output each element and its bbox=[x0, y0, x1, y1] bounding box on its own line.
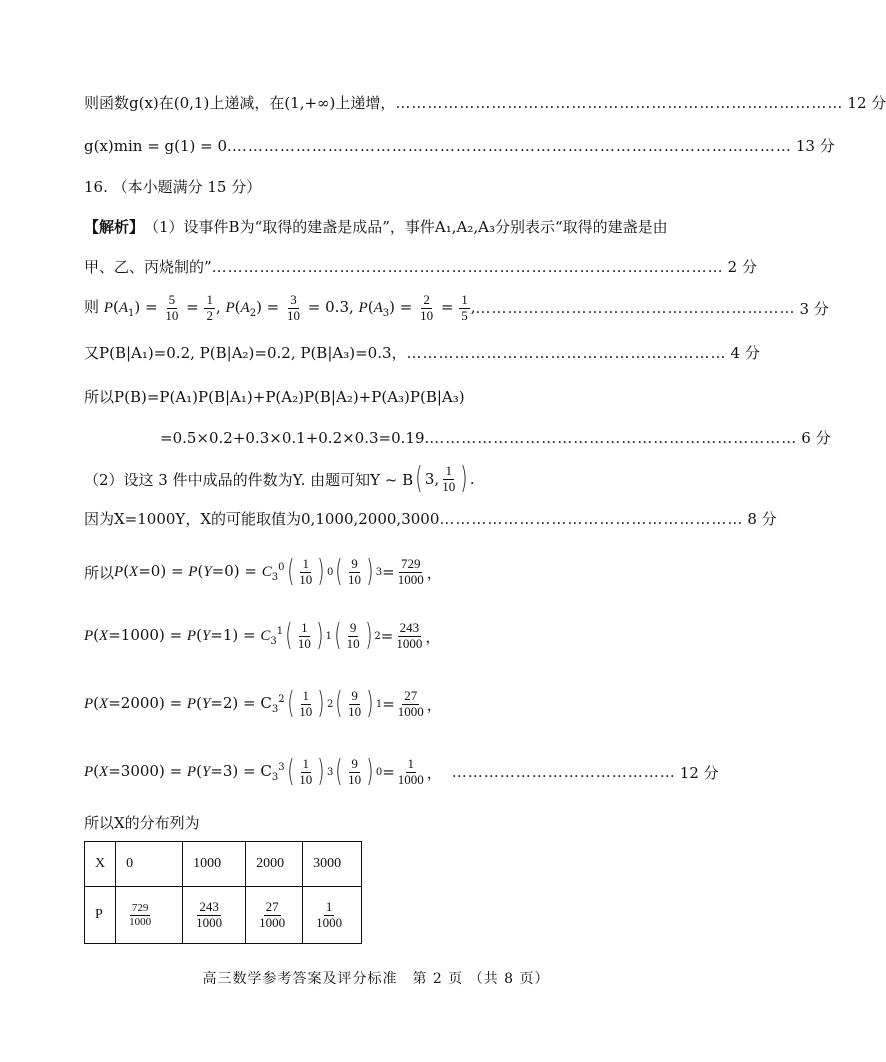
table-cell: $\frac{1}{1000}$ bbox=[303, 887, 362, 944]
page-footer: 高三数学参考答案及评分标准 第 2 页 （共 8 页） bbox=[202, 971, 550, 987]
score: 13 分 bbox=[795, 137, 835, 155]
leader-dots: ………………………………………………… bbox=[439, 509, 744, 528]
table-row bbox=[85, 887, 362, 944]
solution-label: 【解析】 bbox=[84, 218, 145, 236]
table-row bbox=[85, 842, 362, 887]
table-cell: $\frac{27}{1000}$ bbox=[246, 887, 303, 944]
line-distribution-intro: 所以X的分布列为 bbox=[84, 814, 200, 832]
leader-dots: …………………………………………………… bbox=[406, 343, 727, 362]
line-px3000: $P(X=3000) = P(Y=3) = C_3^3$ ( $\frac{1}{10}$ ) 3 ( $\frac{9}{10}$ ) 0 = $\frac{1}{1000}$ ， …………………………………… 12 分 bbox=[84, 754, 719, 789]
distribution-table bbox=[84, 841, 362, 944]
line-monotonic bbox=[84, 92, 886, 113]
table-cell: 3000 bbox=[303, 842, 362, 887]
question-header: 16. （本小题满分 15 分） bbox=[84, 178, 262, 196]
line-text: （1）设事件B为“取得的建盏是成品”，事件A₁,A₂,A₃分别表示“取得的建盏是由 bbox=[144, 218, 668, 236]
line-text: =0.5×0.2+0.3×0.1+0.2×0.3=0.19. bbox=[160, 428, 430, 447]
leader-dots: …………………………………………………………………………………………… bbox=[231, 136, 792, 155]
line-text: 则函数g(x)在(0,1)上递减，在(1,+∞)上递增， bbox=[84, 94, 396, 112]
line-text: （2）设这 3 件中成品的件数为Y. 由题可知Y ~ B bbox=[84, 470, 414, 489]
line-values bbox=[84, 508, 777, 529]
score: 8 分 bbox=[747, 510, 777, 528]
line-text: 又P(B|A₁)=0.2, P(B|A₂)=0.2, P(B|A₃)=0.3， bbox=[84, 344, 407, 362]
score: 6 分 bbox=[801, 429, 831, 447]
line-text: 因为X=1000Y，X的可能取值为0,1000,2000,3000 bbox=[84, 510, 440, 528]
solution-intro bbox=[84, 216, 668, 237]
line-text: 甲、乙、丙烧制的” bbox=[84, 258, 212, 276]
line-px1000: $P(X=1000) = P(Y=1) = C_3^1$ ( $\frac{1}{10}$ ) 1 ( $\frac{9}{10}$ ) 2 = $\frac{243}{1000}$ ， bbox=[84, 618, 441, 653]
table-cell: 1000 bbox=[183, 842, 246, 887]
line-min-value bbox=[84, 135, 835, 156]
table-cell: 0 bbox=[116, 842, 183, 887]
line-prob-a: 则 $P(A_1)$ = $\frac{5}{10}$ = $\frac{1}{2}$ , $P(A_2)$ = $\frac{3}{10}$ = 0.3, $P(A_3)$ = $\frac{2}{10}$ = $\frac{1}{5}$ , …………………………………………………… 3 分 bbox=[84, 292, 829, 323]
line-total-calc bbox=[160, 427, 831, 448]
line-px0: 所以 $P(X=0) = P(Y=0) = C_3^0$ ( $\frac{1}{10}$ ) 0 ( $\frac{9}{10}$ ) 3 = $\frac{729}{1000}$ ， bbox=[84, 554, 442, 589]
line-px2000: $P(X=2000) = P(Y=2) = C_3^2$ ( $\frac{1}{10}$ ) 2 ( $\frac{9}{10}$ ) 1 = $\frac{27}{1000}$ ， bbox=[84, 686, 442, 721]
leader-dots: …………………………………………………………… bbox=[429, 428, 798, 447]
score: 12 分 bbox=[847, 94, 886, 112]
leader-dots: …………………………………………………… bbox=[475, 299, 796, 317]
score: 2 分 bbox=[727, 258, 757, 276]
score: 4 分 bbox=[730, 344, 760, 362]
leader-dots: ………………………………………………………………………… bbox=[395, 93, 844, 112]
score: 12 分 bbox=[679, 763, 719, 782]
table-cell: P bbox=[85, 887, 116, 944]
line-events bbox=[84, 256, 757, 277]
table-cell: $\frac{243}{1000}$ bbox=[183, 887, 246, 944]
table-cell: X bbox=[85, 842, 116, 887]
score: 3 分 bbox=[799, 299, 829, 318]
line-text: g(x)min = g(1) = 0. bbox=[84, 136, 232, 155]
line-text: 所以P(B)=P(A₁)P(B|A₁)+P(A₂)P(B|A₂)+P(A₃)P(B|A₃) bbox=[84, 388, 465, 406]
line-conditional bbox=[84, 342, 760, 363]
leader-dots: …………………………………………………………………………………… bbox=[211, 257, 724, 276]
line-binomial: （2）设这 3 件中成品的件数为Y. 由题可知Y ~ B ( 3, $\frac{1}{10}$ ) . bbox=[84, 461, 475, 496]
line-total-prob bbox=[84, 386, 465, 407]
table-cell: 2000 bbox=[246, 842, 303, 887]
leader-dots: …………………………………… bbox=[451, 763, 676, 781]
table-cell: $\frac{729}{1000}$ bbox=[116, 887, 183, 944]
